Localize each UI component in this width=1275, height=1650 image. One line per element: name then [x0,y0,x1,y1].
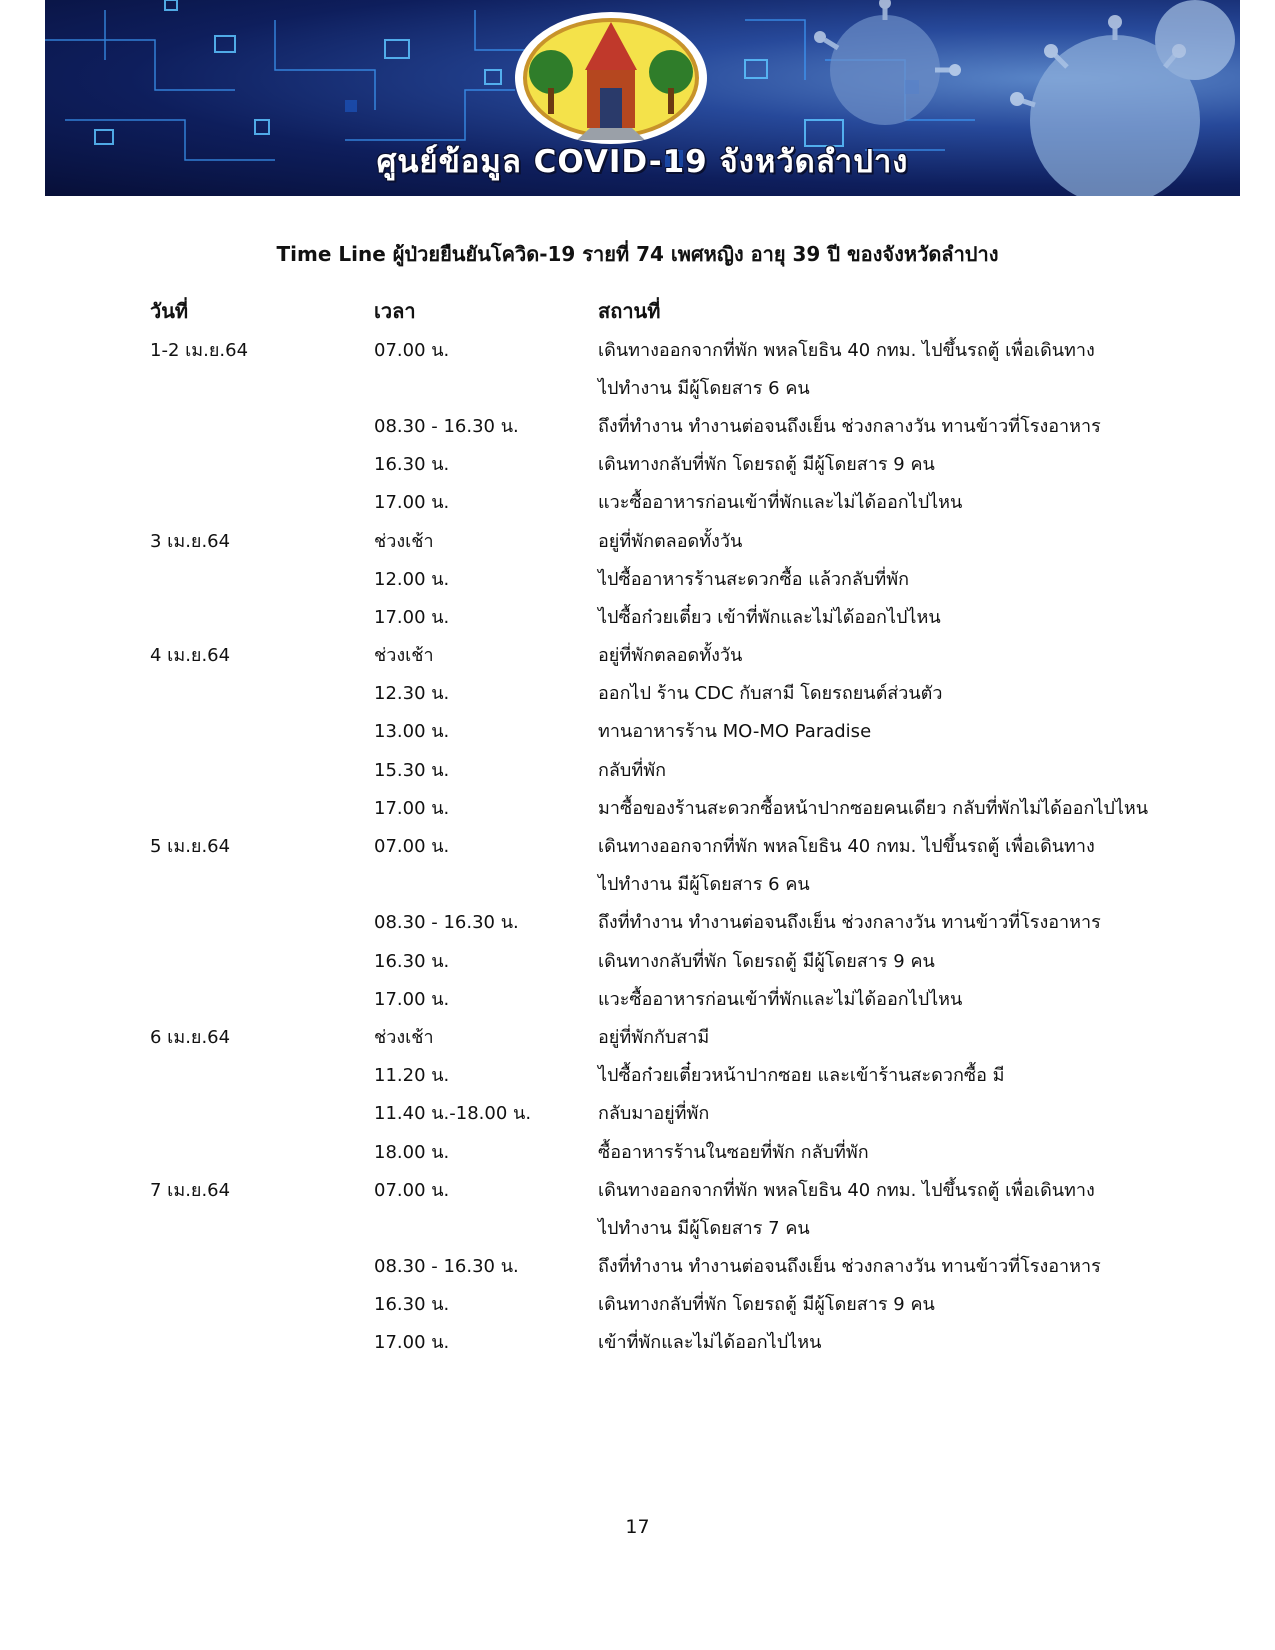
cell-time: 17.00 น. [374,797,450,819]
cell-time: 17.00 น. [374,606,450,628]
cell-place: แวะซื้ออาหารก่อนเข้าที่พักและไม่ได้ออกไปไหน [598,492,963,514]
table-row [150,674,1150,712]
cell-time: 16.30 น. [374,950,450,972]
table-row [150,712,1150,750]
table-row [150,826,1150,864]
table-row [150,788,1150,826]
cell-place: ทานอาหารร้าน MO-MO Paradise [598,721,872,743]
cell-place: กลับที่พัก [598,759,666,781]
table-row [150,1017,1150,1055]
table-row [150,1323,1150,1361]
cell-place: ไปทำงาน มีผู้โดยสาร 7 คน [598,1217,810,1239]
cell-place: ไปซื้ออาหารร้านสะดวกซื้อ แล้วกลับที่พัก [598,568,909,590]
cell-date: 7 เม.ย.64 [150,1179,231,1201]
table-row [150,406,1150,444]
cell-place: อยู่ที่พักตลอดทั้งวัน [598,530,743,552]
table-row [150,330,1150,368]
table-row [150,979,1150,1017]
table-row [150,521,1150,559]
cell-time: ช่วงเช้า [374,530,434,552]
cell-time: 12.00 น. [374,568,450,590]
cell-place: เข้าที่พักและไม่ได้ออกไปไหน [598,1332,822,1354]
cell-place: อยู่ที่พักตลอดทั้งวัน [598,645,743,667]
cell-time: 17.00 น. [374,988,450,1010]
header-banner [45,0,1240,196]
cell-place: เดินทางออกจากที่พัก พหลโยธิน 40 กทม. ไปขึ้นรถตู้ เพื่อเดินทาง [598,339,1095,361]
table-header [150,292,1150,330]
cell-place: ถึงที่ทำงาน ทำงานต่อจนถึงเย็น ช่วงกลางวัน ทานข้าวที่โรงอาหาร [598,912,1101,934]
cell-time: 08.30 - 16.30 น. [374,1256,519,1278]
table-row [150,445,1150,483]
table-row [150,865,1150,903]
cell-date: 6 เม.ย.64 [150,1026,231,1048]
cell-time: 12.30 น. [374,683,450,705]
cell-time: 07.00 น. [374,836,450,858]
cell-place: อยู่ที่พักกับสามี [598,1026,710,1048]
table-row [150,1208,1150,1246]
table-row [150,750,1150,788]
table-row [150,1285,1150,1323]
cell-place: มาซื้อของร้านสะดวกซื้อหน้าปากซอยคนเดียว กลับที่พักไม่ได้ออกไปไหน [598,797,1149,819]
header-time: เวลา [374,299,416,323]
cell-date: 1-2 เม.ย.64 [150,339,249,361]
timeline-table [150,292,1150,1361]
table-row [150,1132,1150,1170]
cell-place: เดินทางกลับที่พัก โดยรถตู้ มีผู้โดยสาร 9 คน [598,950,935,972]
cell-time: 18.00 น. [374,1141,450,1163]
table-body [150,330,1150,1361]
table-row [150,483,1150,521]
cell-place: ถึงที่ทำงาน ทำงานต่อจนถึงเย็น ช่วงกลางวัน ทานข้าวที่โรงอาหาร [598,1256,1101,1278]
cell-time: 17.00 น. [374,492,450,514]
cell-time: ช่วงเช้า [374,645,434,667]
table-row [150,368,1150,406]
cell-time: 17.00 น. [374,1332,450,1354]
cell-place: ซื้ออาหารร้านในซอยที่พัก กลับที่พัก [598,1141,869,1163]
cell-time: 07.00 น. [374,339,450,361]
cell-place: ไปทำงาน มีผู้โดยสาร 6 คน [598,377,810,399]
table-row [150,941,1150,979]
cell-time: ช่วงเช้า [374,1026,434,1048]
cell-time: 08.30 - 16.30 น. [374,415,519,437]
cell-place: ไปทำงาน มีผู้โดยสาร 6 คน [598,874,810,896]
cell-date: 3 เม.ย.64 [150,530,231,552]
cell-time: 07.00 น. [374,1179,450,1201]
cell-time: 08.30 - 16.30 น. [374,912,519,934]
cell-date: 4 เม.ย.64 [150,645,231,667]
header-date: วันที่ [150,299,189,323]
cell-place: ไปซื้อก๋วยเตี๋ยว เข้าที่พักและไม่ได้ออกไปไหน [598,606,941,628]
table-row [150,597,1150,635]
cell-time: 13.00 น. [374,721,450,743]
cell-place: แวะซื้ออาหารก่อนเข้าที่พักและไม่ได้ออกไปไหน [598,988,963,1010]
cell-place: เดินทางกลับที่พัก โดยรถตู้ มีผู้โดยสาร 9 คน [598,454,935,476]
table-row [150,1094,1150,1132]
page-title: Time Line ผู้ป่วยยืนยันโควิด-19 รายที่ 74 เพศหญิง อายุ 39 ปี ของจังหวัดลำปาง [276,242,999,266]
cell-place: กลับมาอยู่ที่พัก [598,1103,710,1125]
cell-place: เดินทางออกจากที่พัก พหลโยธิน 40 กทม. ไปขึ้นรถตู้ เพื่อเดินทาง [598,836,1095,858]
cell-place: ถึงที่ทำงาน ทำงานต่อจนถึงเย็น ช่วงกลางวัน ทานข้าวที่โรงอาหาร [598,415,1101,437]
cell-place: ไปซื้อก๋วยเตี๋ยวหน้าปากซอย และเข้าร้านสะดวกซื้อ มี [598,1065,1005,1087]
cell-date: 5 เม.ย.64 [150,836,231,858]
table-row [150,1247,1150,1285]
cell-time: 16.30 น. [374,1294,450,1316]
cell-time: 11.40 น.-18.00 น. [374,1103,532,1125]
banner-title: ศูนย์ข้อมูล COVID-19 จังหวัดลำปาง [376,144,909,180]
table-row [150,636,1150,674]
table-row [150,559,1150,597]
header-place: สถานที่ [598,299,661,323]
province-seal-icon [515,12,707,144]
cell-place: เดินทางกลับที่พัก โดยรถตู้ มีผู้โดยสาร 9 คน [598,1294,935,1316]
page-number: 17 [625,1516,650,1538]
cell-time: 16.30 น. [374,454,450,476]
cell-place: เดินทางออกจากที่พัก พหลโยธิน 40 กทม. ไปขึ้นรถตู้ เพื่อเดินทาง [598,1179,1095,1201]
table-row [150,1170,1150,1208]
cell-place: ออกไป ร้าน CDC กับสามี โดยรถยนต์ส่วนตัว [598,683,943,705]
cell-time: 11.20 น. [374,1065,450,1087]
table-row [150,903,1150,941]
table-row [150,1056,1150,1094]
cell-time: 15.30 น. [374,759,450,781]
